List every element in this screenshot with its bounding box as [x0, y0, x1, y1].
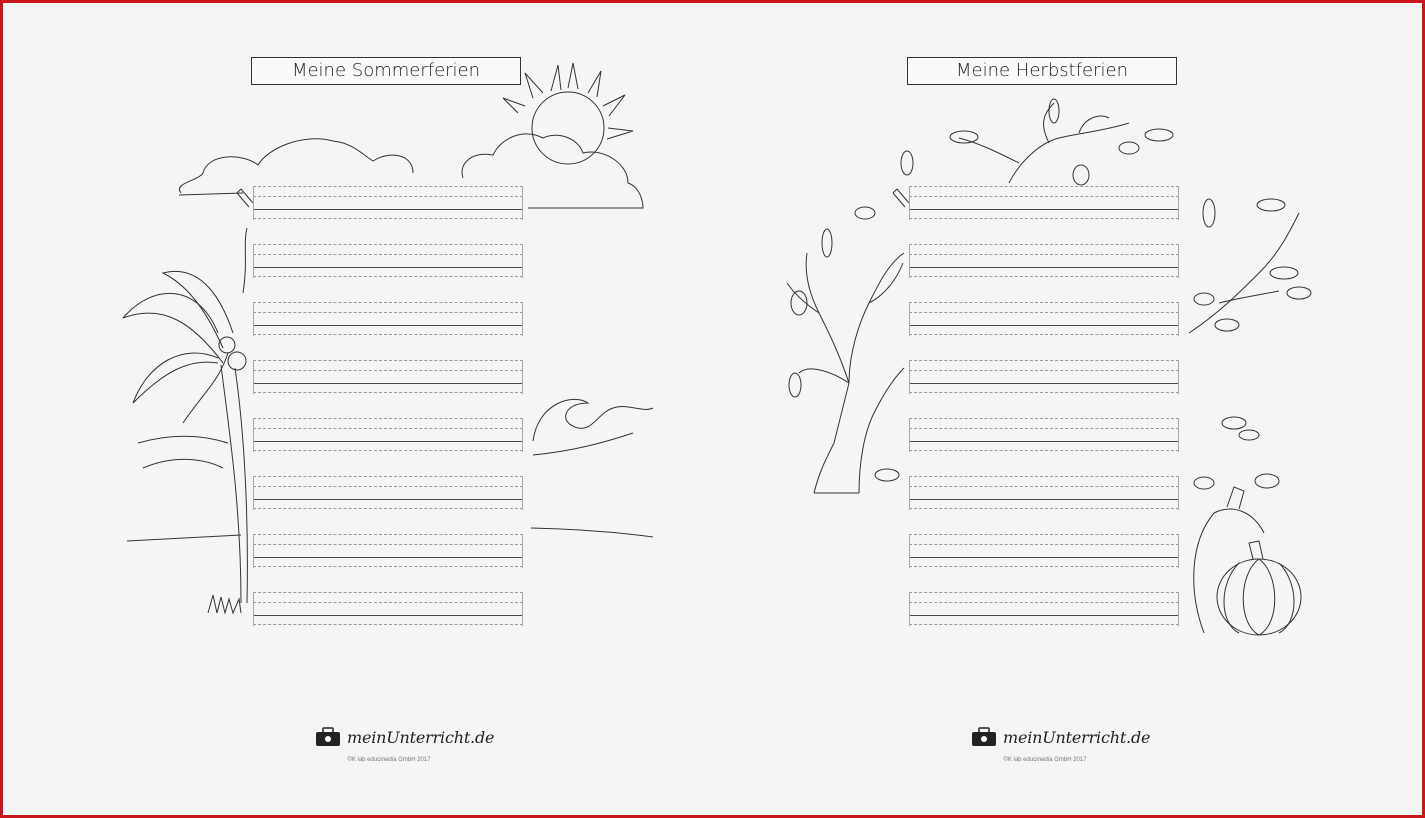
writing-line-row[interactable] — [909, 302, 1179, 336]
logo-text: meinUnterricht.de — [1003, 727, 1151, 747]
tree-branches-icon — [901, 99, 1173, 185]
page-title: Meine Herbstferien — [907, 57, 1177, 85]
brand-logo — [971, 727, 1150, 747]
copyright-text: ©K lab educmedia GmbH 2017 — [347, 757, 431, 763]
pencil-icon — [237, 189, 253, 207]
page-title: Meine Sommerferien — [251, 57, 521, 85]
logo-text: meinUnterricht.de — [347, 727, 495, 747]
wave-icon — [531, 399, 653, 537]
copyright-text: ©K lab educmedia GmbH 2017 — [1003, 757, 1087, 763]
writing-line-row[interactable] — [253, 360, 523, 394]
brand-logo — [315, 727, 494, 747]
pumpkin-icon — [1194, 487, 1301, 635]
pencil-icon — [893, 189, 909, 207]
writing-line-row[interactable] — [253, 418, 523, 452]
writing-line-row[interactable] — [909, 476, 1179, 510]
writing-line-row[interactable] — [253, 592, 523, 626]
writing-line-row[interactable] — [253, 244, 523, 278]
worksheet-autumn — [659, 3, 1371, 815]
writing-line-row[interactable] — [253, 186, 523, 220]
writing-line-row[interactable] — [909, 244, 1179, 278]
writing-line-row[interactable] — [909, 360, 1179, 394]
writing-line-row[interactable] — [909, 592, 1179, 626]
writing-line-row[interactable] — [253, 476, 523, 510]
writing-line-row[interactable] — [253, 302, 523, 336]
branch-icon — [1189, 199, 1311, 489]
writing-lines — [909, 186, 1179, 650]
writing-line-row[interactable] — [909, 186, 1179, 220]
writing-line-row[interactable] — [909, 534, 1179, 568]
palm-tree-icon — [123, 228, 247, 613]
schoolbag-icon — [315, 727, 341, 747]
sun-icon — [503, 63, 633, 164]
tree-icon — [787, 207, 904, 493]
worksheet-summer — [3, 3, 715, 815]
schoolbag-icon — [971, 727, 997, 747]
writing-lines — [253, 186, 523, 650]
writing-line-row[interactable] — [909, 418, 1179, 452]
writing-line-row[interactable] — [253, 534, 523, 568]
